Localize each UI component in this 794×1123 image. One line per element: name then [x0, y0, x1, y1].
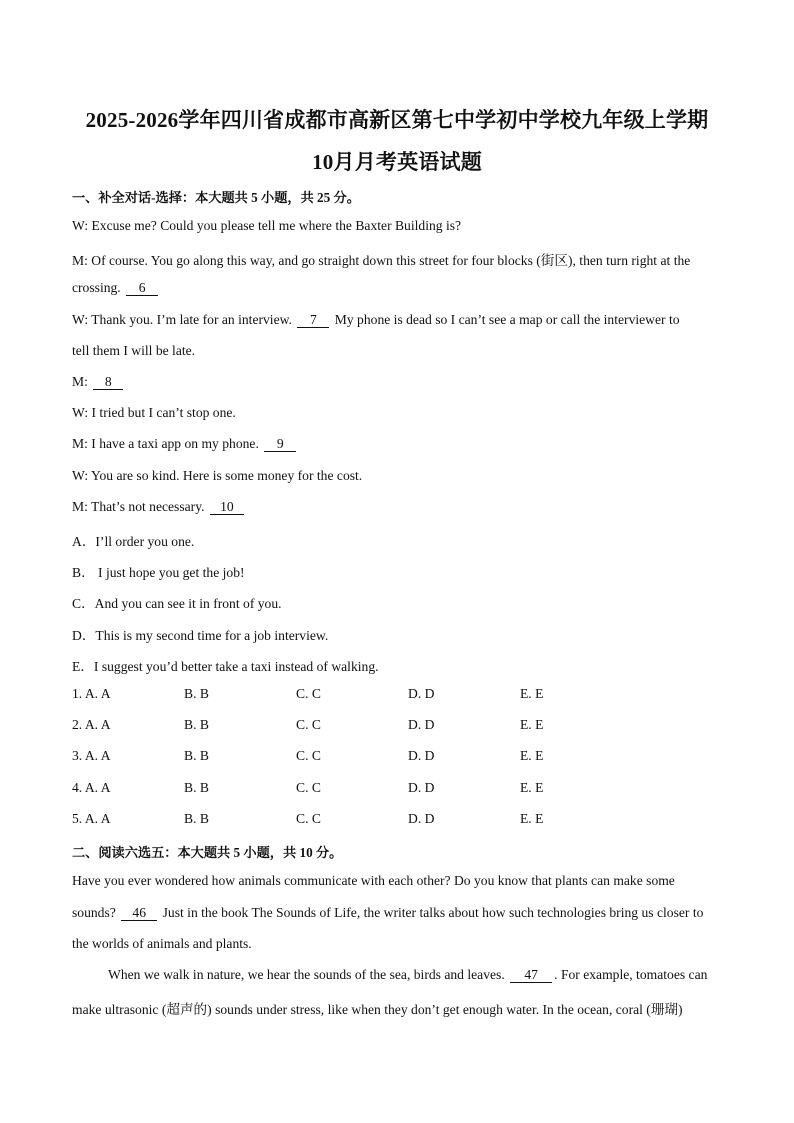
blank-47: 47 — [510, 968, 552, 983]
blank-7: 7 — [297, 313, 329, 328]
answer-choice-e[interactable]: E. E — [520, 811, 544, 826]
passage-text: When we walk in nature, we hear the sounds of the sea, birds and leaves. — [108, 967, 505, 982]
answer-choice-b[interactable]: B. B — [184, 748, 209, 763]
blank-9: 9 — [264, 437, 296, 452]
answer-choice-e[interactable]: E. E — [520, 780, 544, 795]
answer-choice-b[interactable]: B. B — [184, 717, 209, 732]
passage-line: Have you ever wondered how animals communicate with each other? Do you know that plants can make some — [72, 873, 675, 888]
dialogue-line — [72, 312, 680, 328]
answer-row — [72, 686, 632, 704]
passage-text: Just in the book The Sounds of Life, the writer talks about how such technologies bring us closer to — [162, 905, 704, 920]
dialogue-text: M: — [72, 374, 88, 389]
section2-heading: 二、阅读六选五：本大题共 5 小题，共 10 分。 — [72, 845, 343, 860]
answer-choice-d[interactable]: D. D — [408, 811, 435, 826]
answer-choice-c[interactable]: C. C — [296, 811, 321, 826]
answer-choice-a[interactable]: 3. A. A — [72, 748, 111, 763]
document-title-line1: 2025-2026学年四川省成都市高新区第七中学初中学校九年级上学期 — [85, 108, 709, 132]
answer-row — [72, 811, 632, 829]
dialogue-line: W: Excuse me? Could you please tell me where the Baxter Building is? — [72, 218, 462, 233]
answer-choice-d[interactable]: D. D — [408, 717, 435, 732]
dialogue-line: tell them I will be late. — [72, 343, 196, 358]
answer-choice-d[interactable]: D. D — [408, 686, 435, 701]
option-b: B． I just hope you get the job! — [72, 565, 245, 580]
blank-46: 46 — [121, 906, 157, 921]
passage-line — [108, 967, 707, 983]
dialogue-line — [72, 374, 125, 390]
answer-choice-d[interactable]: D. D — [408, 780, 435, 795]
answer-choice-a[interactable]: 5. A. A — [72, 811, 111, 826]
dialogue-text: W: Thank you. I’m late for an interview. — [72, 312, 292, 327]
answer-choice-e[interactable]: E. E — [520, 717, 544, 732]
section1-heading: 一、补全对话-选择：本大题共 5 小题，共 25 分。 — [72, 190, 360, 205]
passage-line: the worlds of animals and plants. — [72, 936, 252, 951]
passage-line: make ultrasonic (超声的) sounds under stress, like when they don’t get enough water. In the ocean, coral (珊瑚) — [72, 1002, 683, 1017]
document-title-line2: 10月月考英语试题 — [312, 150, 482, 174]
dialogue-line — [72, 280, 160, 296]
dialogue-line: M: Of course. You go along this way, and go straight down this street for four blocks (街区), then turn right at the — [72, 253, 691, 268]
answer-choice-a[interactable]: 2. A. A — [72, 717, 111, 732]
answer-row — [72, 780, 632, 798]
blank-6: 6 — [126, 281, 158, 296]
dialogue-line: W: You are so kind. Here is some money for the cost. — [72, 468, 363, 483]
answer-choice-c[interactable]: C. C — [296, 780, 321, 795]
passage-text: sounds? — [72, 905, 116, 920]
dialogue-text: crossing. — [72, 280, 121, 295]
passage-text: . For example, tomatoes can — [554, 967, 708, 982]
answer-choice-a[interactable]: 4. A. A — [72, 780, 111, 795]
option-e: E．I suggest you’d better take a taxi instead of walking. — [72, 659, 379, 674]
answer-choice-c[interactable]: C. C — [296, 686, 321, 701]
dialogue-line — [72, 499, 246, 515]
answer-choice-a[interactable]: 1. A. A — [72, 686, 111, 701]
answer-choice-c[interactable]: C. C — [296, 748, 321, 763]
option-d: D．This is my second time for a job interview. — [72, 628, 329, 643]
option-a: A．I’ll order you one. — [72, 534, 195, 549]
blank-10: 10 — [210, 500, 244, 515]
blank-8: 8 — [93, 375, 123, 390]
answer-choice-e[interactable]: E. E — [520, 748, 544, 763]
dialogue-text: M: That’s not necessary. — [72, 499, 205, 514]
dialogue-text: M: I have a taxi app on my phone. — [72, 436, 259, 451]
answer-choice-b[interactable]: B. B — [184, 811, 209, 826]
answer-choice-d[interactable]: D. D — [408, 748, 435, 763]
option-c: C．And you can see it in front of you. — [72, 596, 282, 611]
answer-choice-b[interactable]: B. B — [184, 686, 209, 701]
dialogue-text: My phone is dead so I can’t see a map or call the interviewer to — [334, 312, 680, 327]
answer-row — [72, 717, 632, 735]
answer-choice-e[interactable]: E. E — [520, 686, 544, 701]
passage-line — [72, 905, 703, 921]
dialogue-line — [72, 436, 298, 452]
answer-choice-b[interactable]: B. B — [184, 780, 209, 795]
answer-row — [72, 748, 632, 766]
dialogue-line: W: I tried but I can’t stop one. — [72, 405, 236, 420]
answer-choice-c[interactable]: C. C — [296, 717, 321, 732]
